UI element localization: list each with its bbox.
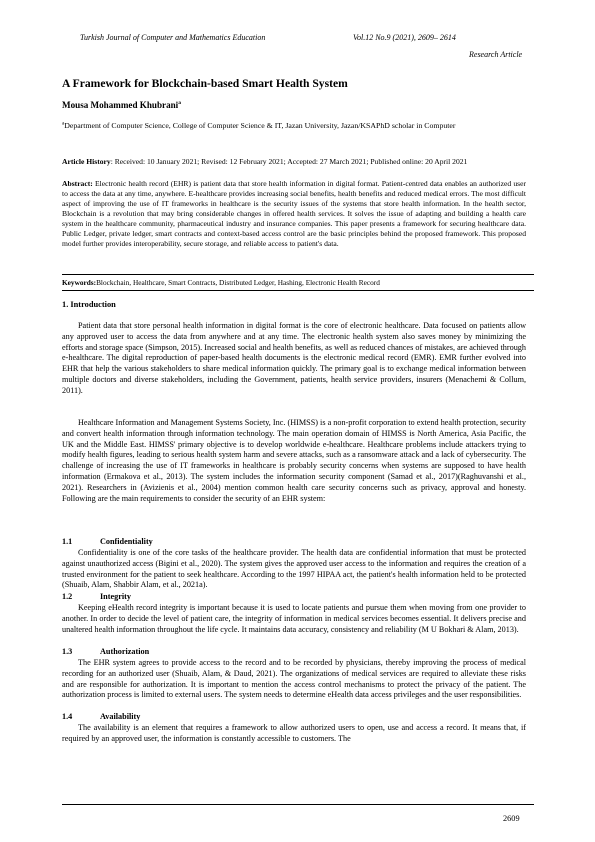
keywords: Keywords:Blockchain, Healthcare, Smart Contracts, Distributed Ledger, Hashing, Electronic Health Record	[62, 278, 380, 287]
section-heading-introduction: 1. Introduction	[62, 300, 116, 309]
footer-divider	[62, 804, 534, 805]
paper-title: A Framework for Blockchain-based Smart Health System	[62, 77, 348, 90]
confidentiality-paragraph: Confidentiality is one of the core tasks of the healthcare provider. The health data are confidential information that must be protected against unauthorized access (Bigini et al., 2020). The system gives the approved user access to the information and requires the creation of a trusted environment for the patient to seek healthcare. According to the 1997 HIPAA act, the patient's health information held to be protected (Shuaib, Alam, Shabbir Alam, et al., 2021a).	[62, 548, 526, 590]
article-history: Article History: Received: 10 January 2021; Revised: 12 February 2021; Accepted: 27 March 2021; Published online: 20 April 2021	[62, 157, 468, 166]
divider	[62, 290, 534, 291]
divider	[62, 274, 534, 275]
subsection-heading-availability: 1.4 Availability	[62, 712, 141, 721]
author-affiliation: $^a$Department of Computer Science, College of Computer Science & IT, Jazan University, Jazan/KSAPhD scholar in Computer	[62, 121, 456, 130]
integrity-paragraph: Keeping eHealth record integrity is important because it is used to locate patients and pursue them when moving from one provider to another. In order to decide the level of patient care, the integrity of information in medical services becomes essential. It delivers precise and unaltered health information throughout the life cycle. It maintains data accuracy, consistency and reliability (M U Bokhari & Alam, 2013).	[62, 603, 526, 634]
availability-paragraph: The availability is an element that requires a framework to allow authorized users to open, use and access a record. It means that, if required by an approved user, the information is constantly accessible to customers. The	[62, 723, 526, 743]
subsection-heading-authorization: 1.3 Authorization	[62, 647, 150, 656]
journal-name: Turkish Journal of Computer and Mathematics Education	[80, 33, 266, 42]
journal-volume: Vol.12 No.9 (2021), 2609– 2614	[353, 33, 456, 42]
authorization-paragraph: The EHR system agrees to provide access to the record and to be recorded by physicians, thereby improving the process of medical recording for an authorized user (Shuaib, Alam, & Daud, 2021). The organizations of medical services are required to alleviate these risks and are responsible for authorization. It is important to mention the access control mechanisms to protect the privacy of the patient. The authorization process is limited to external users. The system needs to determine eHealth data access privileges and the user responsibilities.	[62, 658, 526, 700]
subsection-heading-confidentiality: 1.1 Confidentiality	[62, 537, 153, 546]
abstract: Abstract: Electronic health record (EHR) is patient data that store health information in digital format. Patient-centred data enables an authorized user to access the data at any time, anywhere. E-healthcare provides increasing social benefits, health benefits and reduced medical errors. The most difficult aspect of improving the use of IT frameworks in healthcare is the security issues of the systems that store health information. In the health sector, Blockchain is a revolution that may bring considerable changes in offered health services. It solves the issue of adapting and building a health care system in the healthcare community, pharmaceutical industry and insurance companies. This paper presents a framework for securing healthcare data. Public Ledger, private ledger, smart contracts and context-based access control are the basic principles behind the proposed framework. This proposed model further provides interoperability, secure storage, and reliable access to patient's data.	[62, 179, 526, 248]
subsection-heading-integrity: 1.2 Integrity	[62, 592, 131, 601]
intro-paragraph-2: Healthcare Information and Management Systems Society, Inc. (HIMSS) is a non-profit corporation to extend health protection, security and convert health information through information technology. The main operation domain of HIMSS is North America, Asia Pacific, the UK and the Middle East. HIMSS' primary objective is to develop worldwide e-healthcare. Healthcare problems include attackers trying to modify health figures, leading to serious health system harm and severe attacks, such as a ransomware attack and a lack of cybersecurity. The challenge of increasing the use of IT frameworks in healthcare is probably security concerns when systems are supposed to have health information (Ermakova et al., 2013). The system includes the information security component (Samad et al., 2017)(Raghuvanshi et al., 2021). Researchers in (Avizienis et al., 2004) mention common health care security concerns such as privacy, approval and honesty. Following are the main requirements to consider the security of an EHR system:	[62, 418, 526, 503]
author-name: Mousa Mohammed Khubrani$^a$	[62, 100, 181, 111]
article-type: Research Article	[469, 50, 523, 59]
intro-paragraph-1: Patient data that store personal health information in digital format is the core of electronic healthcare. Data focused on patients allow any approved user to access the data from anywhere and at any time. The electronic health system also saves money by minimizing the efforts and storage space (Simpson, 2015). Increased social and health benefits, as well as reduced chances of mistakes, are achieved through e-healthcare. The digital reproduction of paper-based health documents is the electronic medical record (EMR). EMR further evolved into EHR that help the various stakeholders to share medical information quickly. The primary goal is to exchange medical information between multiple doctors and diverse stakeholders, including the Government, patients, health service providers, insurers (Menachemi & Collum, 2011).	[62, 321, 526, 395]
page-number: 2609	[503, 814, 520, 823]
